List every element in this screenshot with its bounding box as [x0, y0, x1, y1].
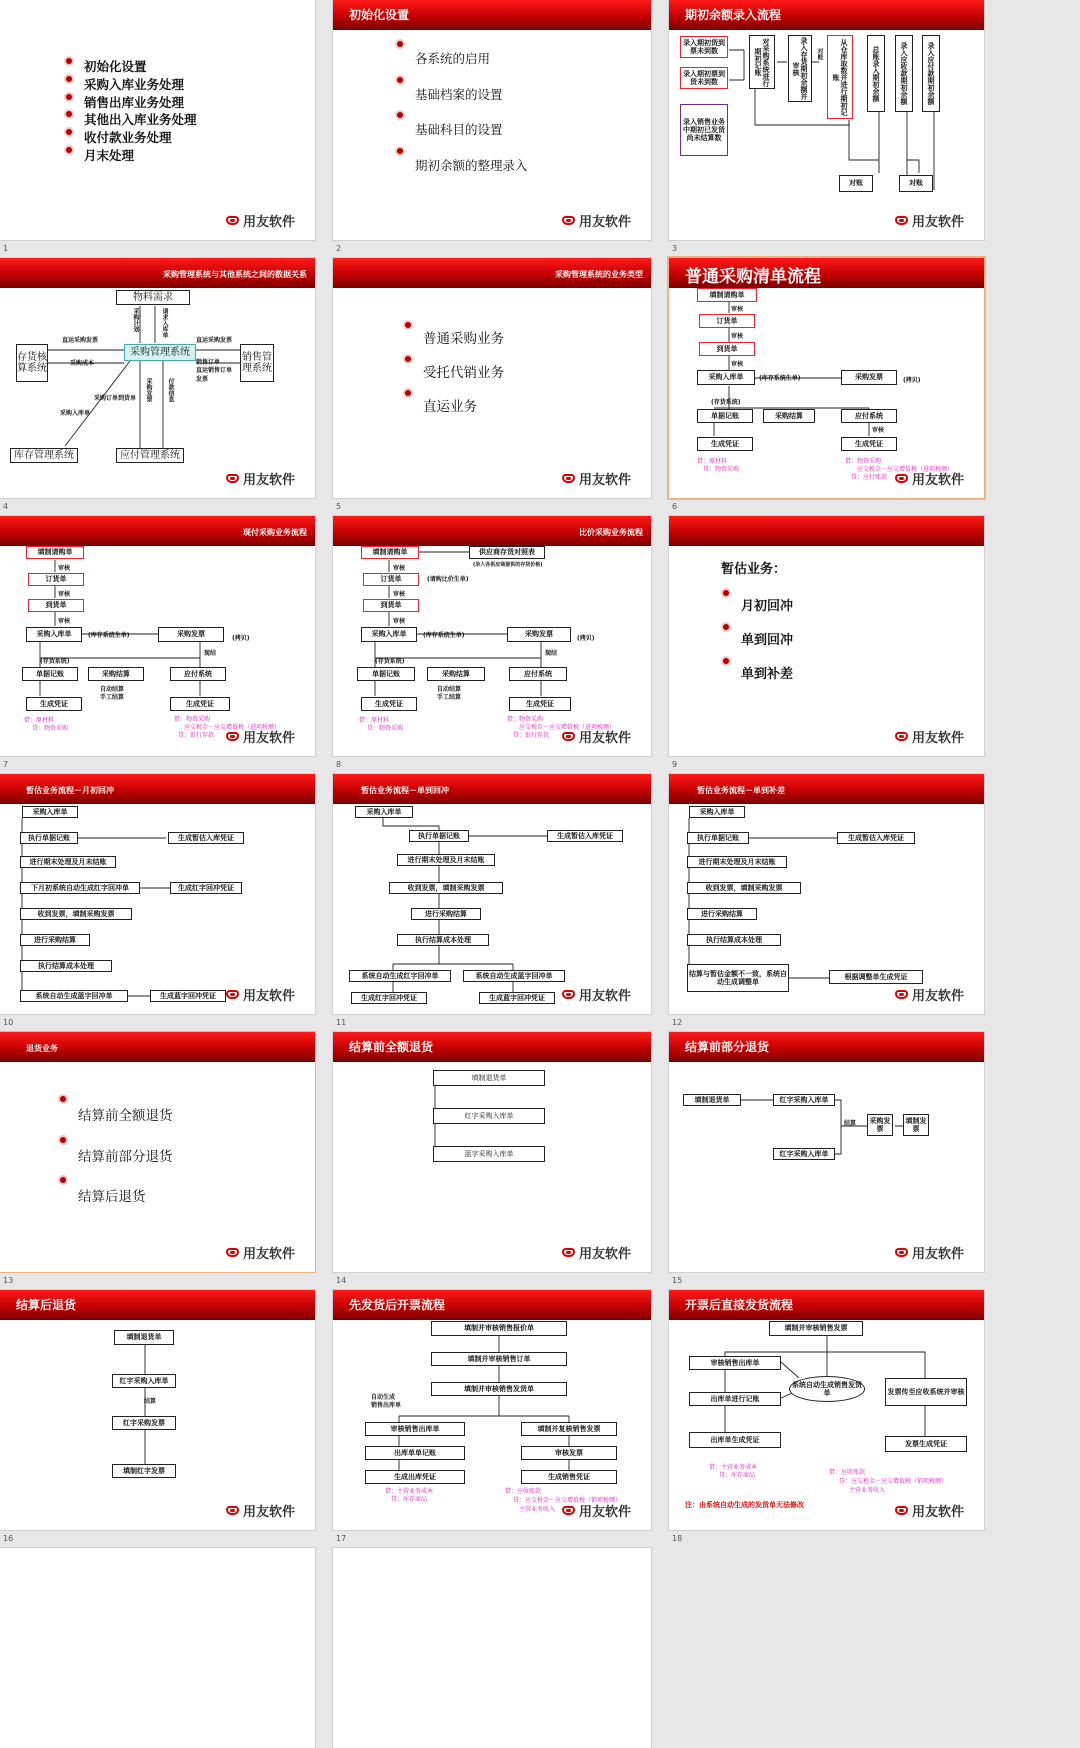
flow-box: 采购发票: [507, 627, 571, 642]
slide-number: 17: [336, 1534, 347, 1543]
journal-entry: 贷：银行存款: [513, 732, 550, 739]
journal-entry: 贷：库存商品: [391, 1496, 428, 1503]
flow-label: 审核: [393, 618, 406, 625]
flow-box: 进行期末处理及月末结账: [397, 854, 495, 866]
title-bar: [669, 516, 984, 546]
title-bar: [333, 258, 651, 288]
journal-entry: 借：应收账款: [829, 1469, 866, 1476]
flow-box: 采购入库单: [355, 806, 413, 818]
logo-icon: [226, 1248, 239, 1257]
logo-icon: [226, 474, 239, 483]
flow-label: 采购发票: [145, 378, 152, 402]
title-bar: [333, 0, 651, 30]
flow-label: (请购比价生单): [427, 576, 469, 583]
flow-box: 根据调整单生成凭证: [829, 970, 923, 984]
slide-number: 8: [336, 760, 342, 769]
footnote: 注：由系统自动生成的发货单无法修改: [685, 1501, 804, 1509]
slide-title: 结算前部分退货: [685, 1040, 770, 1054]
slide-title: 暂估业务流程－单到回冲: [361, 786, 449, 795]
flow-box: 进行采购结算: [20, 934, 90, 946]
flow-label: 直运采购发票: [62, 337, 99, 344]
logo-icon: [895, 474, 908, 483]
flow-box: 收到发票，填制采购发票: [20, 908, 132, 920]
flow-box: 收到发票，填制采购发票: [687, 882, 801, 894]
flow-box: 生成凭证: [841, 437, 897, 451]
flow-box: 填制并审核销售发货单: [431, 1382, 567, 1396]
logo-icon: [895, 990, 908, 999]
flow-box: 出库单进行记账: [689, 1392, 781, 1406]
slide-thumbnail-2[interactable]: [333, 0, 651, 240]
flow-box: 填制并复核销售发票: [521, 1422, 617, 1436]
slide-title: 退货业务: [26, 1044, 58, 1053]
flow-box: 生成暂估入库凭证: [168, 832, 244, 844]
slide-number: 1: [3, 244, 9, 253]
slide-title: 采购管理系统的业务类型: [555, 270, 643, 279]
yonyou-logo: 用友软件: [226, 1243, 295, 1262]
slide-title: 暂估业务流程－月初回冲: [26, 786, 114, 795]
flow-box: 系统自动生成蓝字回冲单: [20, 990, 128, 1002]
flow-box: 单据记账: [697, 409, 753, 423]
flow-label: 审核: [58, 591, 71, 598]
flow-box: 应付系统: [841, 409, 897, 423]
flow-box: 结算与暂估金额不一致，系统自动生成调整单: [687, 964, 789, 992]
flow-label: 现结: [545, 650, 558, 657]
logo-icon: [895, 732, 908, 741]
logo-icon: [226, 1506, 239, 1515]
slide-number: 6: [672, 502, 678, 511]
journal-entry: 借：原材料: [24, 717, 55, 724]
slide-thumbnail-9[interactable]: [669, 516, 984, 756]
bullet-item: 各系统的启用: [397, 41, 528, 77]
flow-box: 填制并审核销售订单: [431, 1352, 567, 1366]
flow-box: 采购入库单: [22, 806, 78, 818]
flow-box: 总账录入期初余额: [867, 35, 885, 112]
flow-label: (录入各供应商提供的存货价格): [473, 562, 543, 568]
flow-box: 执行结算成本处理: [397, 934, 489, 946]
bullet-item: 月末处理: [66, 147, 197, 165]
slide-number: 16: [3, 1534, 14, 1543]
bullet-item: 收付款业务处理: [66, 129, 197, 147]
slide-number: 4: [3, 502, 9, 511]
flow-box: 进行采购结算: [411, 908, 481, 920]
flow-box: 生成凭证: [697, 437, 753, 451]
journal-entry: 贷：应付账款: [851, 474, 888, 481]
yonyou-logo: 用友软件: [895, 211, 964, 230]
flow-label: (库存系统生单): [88, 632, 130, 639]
flow-box: 执行单据记账: [687, 832, 749, 844]
flow-box: 出库单生成凭证: [689, 1432, 781, 1448]
journal-entry: 应交税金－应交增值税（进项税额）: [184, 724, 281, 731]
slide-title: 结算后退货: [16, 1298, 77, 1312]
journal-entry: 借：原材料: [697, 458, 728, 465]
slide-thumbnail-13[interactable]: [0, 1032, 315, 1272]
yonyou-logo: 用友软件: [562, 1243, 631, 1262]
journal-entry: 贷：物资采购: [32, 725, 69, 732]
logo-icon: [562, 1506, 575, 1515]
flow-label: 结算: [144, 1398, 157, 1405]
bullet-list: [405, 322, 504, 424]
slide-thumbnail-partial[interactable]: [0, 1548, 315, 1748]
flow-box: 填制退货单: [433, 1070, 545, 1086]
flow-label: 审核: [731, 361, 744, 368]
bullet-item: 销售出库业务处理: [66, 94, 197, 112]
flow-box: 采购结算: [763, 409, 815, 423]
flow-box: 进行采购结算: [687, 908, 757, 920]
flow-box: 录入期初货到票未到数: [680, 36, 728, 58]
bullet-item: 其他出入库业务处理: [66, 111, 197, 129]
flow-box: 红字采购入库单: [773, 1094, 835, 1106]
flow-box: 采购发票: [158, 627, 224, 642]
flow-label: 审核: [731, 333, 744, 340]
flow-box: 下月初系统自动生成红字回冲单: [20, 882, 140, 894]
slide-thumbnail-11[interactable]: [333, 774, 651, 1014]
flow-box: 单据记账: [22, 667, 78, 681]
flow-label: 请求入库单: [161, 308, 168, 338]
flow-box: 审核发票: [521, 1446, 617, 1460]
flow-box: 到货单: [28, 599, 84, 612]
flow-label: (拷贝): [232, 635, 250, 642]
flow-box: 生成出库凭证: [365, 1470, 465, 1484]
logo-icon: [562, 216, 575, 225]
flow-box: 录入期初票到货未到数: [680, 67, 728, 89]
flow-box: 物料需求: [116, 290, 190, 305]
flow-box: 生成红字回冲凭证: [351, 992, 427, 1004]
journal-entry: 借：主营业务成本: [385, 1488, 434, 1495]
flow-box: 填制并审核销售报价单: [431, 1321, 567, 1336]
slide-thumbnail-1[interactable]: [0, 0, 315, 240]
flow-box: 进行期末处理及月末结账: [687, 856, 787, 868]
flow-label: 销售订单: [196, 359, 221, 366]
flow-box: 订货单: [363, 573, 419, 586]
journal-entry: 贷：银行存款: [178, 732, 215, 739]
bullet-list: [60, 1096, 173, 1218]
slide-title: 结算前全额退货: [349, 1040, 434, 1054]
flow-label: (存货系统): [711, 399, 741, 406]
flow-box: 填制退货单: [683, 1094, 741, 1106]
flow-box: 收到发票，填制采购发票: [389, 882, 503, 894]
slide-heading: 暂估业务：: [721, 562, 787, 577]
journal-entry: 借：原材料: [359, 717, 390, 724]
flow-box: 填制发票: [903, 1114, 929, 1136]
flow-box: 填制请购单: [361, 546, 419, 559]
flow-connectors: [0, 1290, 315, 1530]
logo-icon: [226, 990, 239, 999]
flow-box: 出库单单记账: [365, 1446, 465, 1460]
yonyou-logo: 用友软件: [562, 727, 631, 746]
bullet-item: 月初回冲: [723, 590, 793, 624]
slide-thumbnail-15[interactable]: [669, 1032, 984, 1272]
logo-icon: [562, 1248, 575, 1257]
flow-box: 生成暂估入库凭证: [547, 830, 623, 842]
logo-icon: [895, 1506, 908, 1515]
flow-label: 现结: [204, 650, 217, 657]
flow-label: 审核: [393, 591, 406, 598]
flow-box: 采购结算: [427, 667, 485, 681]
slide-title: 期初余额录入流程: [685, 8, 782, 22]
flow-label: 手工结算: [437, 694, 462, 701]
flow-label: (库存系统生单): [759, 375, 801, 382]
slide-number: 3: [672, 244, 678, 253]
flow-box: 系统自动生成蓝字回冲单: [463, 970, 565, 982]
logo-icon: [562, 990, 575, 999]
journal-entry: 贷：应交税金－应交增值税（销项税额）: [839, 1478, 948, 1485]
yonyou-logo: 用友软件: [562, 469, 631, 488]
bullet-item: 结算后退货: [60, 1177, 173, 1218]
bullet-item: 单到回冲: [723, 624, 793, 658]
flow-box: 执行单据记账: [409, 830, 469, 842]
slide-title: 先发货后开票流程: [349, 1298, 446, 1312]
bullet-item: 初始化设置: [66, 58, 197, 76]
slide-number: 11: [336, 1018, 347, 1027]
flow-box: 订货单: [699, 314, 755, 328]
flow-label: 结算: [844, 1120, 857, 1127]
logo-icon: [562, 732, 575, 741]
flow-label: 销售出库单: [371, 1402, 402, 1409]
journal-entry: 贷：物资采购: [703, 466, 740, 473]
journal-entry: 借：物资采购: [174, 716, 211, 723]
flow-box: 从仓库取数并进行期初记账: [827, 35, 853, 119]
yonyou-logo: 用友软件: [562, 1501, 631, 1520]
flow-box: 生成蓝字回冲凭证: [479, 992, 555, 1004]
yonyou-logo: 用友软件: [895, 985, 964, 1004]
slide-thumbnail-14[interactable]: [333, 1032, 651, 1272]
flow-box: 录入销售业务中期初已发货尚未结算数: [680, 104, 728, 156]
yonyou-logo: 用友软件: [226, 211, 295, 230]
bullet-item: 基础档案的设置: [397, 77, 528, 113]
slide-title: 暂估业务流程－单到补差: [697, 786, 785, 795]
yonyou-logo: 用友软件: [895, 1501, 964, 1520]
flow-box: 发票传至应收系统并审核: [885, 1378, 967, 1406]
flow-box: 采购管理系统: [124, 344, 196, 361]
slide-title: 采购管理系统与其他系统之间的数据关系: [163, 270, 307, 279]
flow-box: 生成暂估入库凭证: [837, 832, 915, 844]
flow-box: 系统自动生成销售发货单: [789, 1376, 865, 1402]
flow-box: 采购入库单: [361, 627, 417, 642]
journal-entry: 应交税金－应交增值税（进项税额）: [857, 466, 954, 473]
journal-entry: 主营业务收入: [519, 1506, 556, 1513]
flow-box: 填制并审核销售发票: [769, 1321, 863, 1336]
flow-box: 对账: [839, 175, 873, 192]
slide-title: 开票后直接发货流程: [685, 1298, 794, 1312]
flow-box: 订货单: [28, 573, 84, 586]
flow-box: 红字采购入库单: [112, 1374, 176, 1388]
slide-thumbnail-4[interactable]: [0, 258, 315, 498]
flow-box: 对账: [899, 175, 933, 192]
flow-box: 执行结算成本处理: [687, 934, 781, 946]
flow-box: 应付管理系统: [116, 448, 184, 463]
yonyou-logo: 用友软件: [895, 469, 964, 488]
slide-thumbnail-partial[interactable]: [333, 1548, 651, 1748]
flow-label: 自动结算: [100, 686, 125, 693]
bullet-item: 直运业务: [405, 390, 504, 424]
flow-box: 应付系统: [509, 667, 567, 681]
flow-box: 采购结算: [88, 667, 144, 681]
flow-box: 采购发票: [867, 1114, 893, 1136]
flow-box: 进行期末处理及月末结账: [20, 856, 116, 868]
yonyou-logo: 用友软件: [226, 1501, 295, 1520]
flow-box: 生成蓝字回冲凭证: [150, 990, 226, 1002]
flow-label: 手工结算: [100, 694, 125, 701]
slide-thumbnail-5[interactable]: [333, 258, 651, 498]
yonyou-logo: 用友软件: [562, 985, 631, 1004]
slide-thumbnail-12[interactable]: [669, 774, 984, 1014]
slide-title: 比价采购业务流程: [579, 528, 643, 537]
bullet-list: [397, 41, 528, 183]
flow-label: 对账: [816, 48, 823, 60]
flow-box: 填制退货单: [114, 1330, 174, 1345]
yonyou-logo: 用友软件: [562, 211, 631, 230]
flow-box: 录入存货期初余额并审核: [788, 35, 812, 102]
flow-label: (存货系统): [40, 658, 70, 665]
slide-thumbnail-18[interactable]: [669, 1290, 984, 1530]
flow-label: 审核: [58, 565, 71, 572]
flow-box: 红字采购入库单: [433, 1108, 545, 1124]
yonyou-logo: 用友软件: [895, 727, 964, 746]
flow-label: 直运采购发票: [196, 337, 233, 344]
flow-box: 到货单: [699, 342, 755, 356]
journal-entry: 借：主营业务成本: [709, 1464, 758, 1471]
flow-box: 应付系统: [170, 667, 226, 681]
flow-box: 生成凭证: [26, 697, 82, 711]
flow-label: (拷贝): [577, 635, 595, 642]
bullet-item: 单到补差: [723, 658, 793, 692]
flow-label: 审核: [872, 427, 885, 434]
flow-box: 发票生成凭证: [885, 1436, 967, 1452]
flow-box: 录入应付款期初余额: [922, 35, 940, 112]
slide-thumbnail-8[interactable]: [333, 516, 651, 756]
flow-box: 红字采购入库单: [773, 1148, 835, 1160]
flow-box: 系统自动生成红字回冲单: [349, 970, 451, 982]
flow-box: 采购入库单: [697, 370, 755, 385]
slide-number: 7: [3, 760, 9, 769]
journal-entry: 借：物资采购: [845, 458, 882, 465]
journal-entry: 借：物资采购: [507, 716, 544, 723]
slide-thumbnail-10[interactable]: [0, 774, 315, 1014]
flow-box: 采购入库单: [689, 806, 745, 818]
slide-number: 10: [3, 1018, 14, 1027]
bullet-item: 结算前部分退货: [60, 1137, 173, 1178]
bullet-item: 基础科目的设置: [397, 112, 528, 148]
flow-box: 审核销售出库单: [689, 1356, 781, 1370]
bullet-list: [723, 590, 793, 692]
bullet-list: [66, 58, 197, 165]
logo-icon: [226, 216, 239, 225]
slide-thumbnail-6[interactable]: [669, 258, 984, 498]
slide-number: 15: [672, 1276, 683, 1285]
flow-label: 直运销售订单: [196, 367, 233, 374]
journal-entry: 应交税金－应交增值税（进项税额）: [519, 724, 616, 731]
logo-icon: [226, 732, 239, 741]
flow-label: (拷贝): [903, 377, 921, 384]
yonyou-logo: 用友软件: [226, 469, 295, 488]
journal-entry: 贷：应交税金－应交增值税（销项税额）: [513, 1497, 622, 1504]
flow-box: 采购发票: [841, 370, 897, 385]
flow-label: 采购计划: [132, 308, 139, 332]
bullet-item: 受托代销业务: [405, 356, 504, 390]
slide-number: 13: [3, 1276, 14, 1285]
slide-number: 5: [336, 502, 342, 511]
flow-box: 填制请购单: [26, 546, 84, 559]
slide-thumbnail-16[interactable]: [0, 1290, 315, 1530]
flow-box: 执行单据记账: [20, 832, 78, 844]
slide-title: 普通采购清单流程: [685, 267, 821, 287]
bullet-item: 期初余额的整理录入: [397, 148, 528, 184]
flow-label: 采购成本: [70, 360, 95, 367]
yonyou-logo: 用友软件: [226, 727, 295, 746]
flow-label: 发票: [196, 376, 209, 383]
flow-box: 采购入库单: [26, 627, 82, 642]
flow-box: 供应商存货对照表: [469, 546, 545, 559]
bullet-item: 普通采购业务: [405, 322, 504, 356]
journal-entry: 借：应收账款: [505, 1488, 542, 1495]
flow-box: 对采购系统进行期初记账: [749, 35, 775, 89]
flow-box: 录入应收款期初余额: [895, 35, 913, 112]
flow-box: 生成凭证: [170, 697, 230, 711]
flow-box: 存货核算系统: [16, 344, 48, 382]
flow-label: (存货系统): [375, 658, 405, 665]
logo-icon: [895, 216, 908, 225]
slide-number: 12: [672, 1018, 683, 1027]
flow-box: 到货单: [363, 599, 419, 612]
slide-title: 初始化设置: [349, 8, 410, 22]
slide-title: 现付采购业务流程: [243, 528, 307, 537]
flow-box: 审核销售出库单: [365, 1422, 465, 1436]
journal-entry: 主营业务收入: [849, 1487, 886, 1494]
flow-box: 执行结算成本处理: [20, 960, 112, 972]
slide-thumbnail-17[interactable]: [333, 1290, 651, 1530]
flow-box: 填制红字发票: [112, 1464, 176, 1478]
yonyou-logo: 用友软件: [226, 985, 295, 1004]
flow-box: 生成凭证: [361, 697, 417, 711]
flow-box: 生成销售凭证: [521, 1470, 617, 1484]
flow-label: 采购入库单: [60, 410, 91, 417]
flow-label: 审核: [731, 306, 744, 313]
flow-box: 单据记账: [357, 667, 415, 681]
bullet-item: 结算前全额退货: [60, 1096, 173, 1137]
flow-box: 填制请购单: [697, 288, 757, 302]
slide-number: 14: [336, 1276, 347, 1285]
slide-thumbnail-3[interactable]: [669, 0, 984, 240]
flow-label: 自动结算: [437, 686, 462, 693]
slide-number: 9: [672, 760, 678, 769]
journal-entry: 贷：库存商品: [719, 1472, 756, 1479]
slide-number: 2: [336, 244, 342, 253]
flow-box: 生成红字回冲凭证: [170, 882, 242, 894]
journal-entry: 贷：物资采购: [367, 725, 404, 732]
flow-label: 采购订单到货单: [94, 395, 137, 402]
flow-box: 红字采购发票: [112, 1416, 176, 1430]
flow-label: (库存系统生单): [423, 632, 465, 639]
flow-label: 自动生成: [371, 1394, 396, 1401]
flow-box: 生成凭证: [509, 697, 571, 711]
flow-label: 审核: [58, 618, 71, 625]
logo-icon: [562, 474, 575, 483]
flow-label: 审核: [393, 565, 406, 572]
bullet-item: 采购入库业务处理: [66, 76, 197, 94]
title-bar: [0, 1032, 315, 1062]
flow-box: 销售管理系统: [240, 344, 274, 382]
yonyou-logo: 用友软件: [895, 1243, 964, 1262]
slide-number: 18: [672, 1534, 683, 1543]
slide-thumbnail-7[interactable]: [0, 516, 315, 756]
flow-box: 库存管理系统: [10, 448, 78, 463]
flow-label: 付款信息: [167, 378, 174, 402]
logo-icon: [895, 1248, 908, 1257]
flow-box: 蓝字采购入库单: [433, 1146, 545, 1162]
